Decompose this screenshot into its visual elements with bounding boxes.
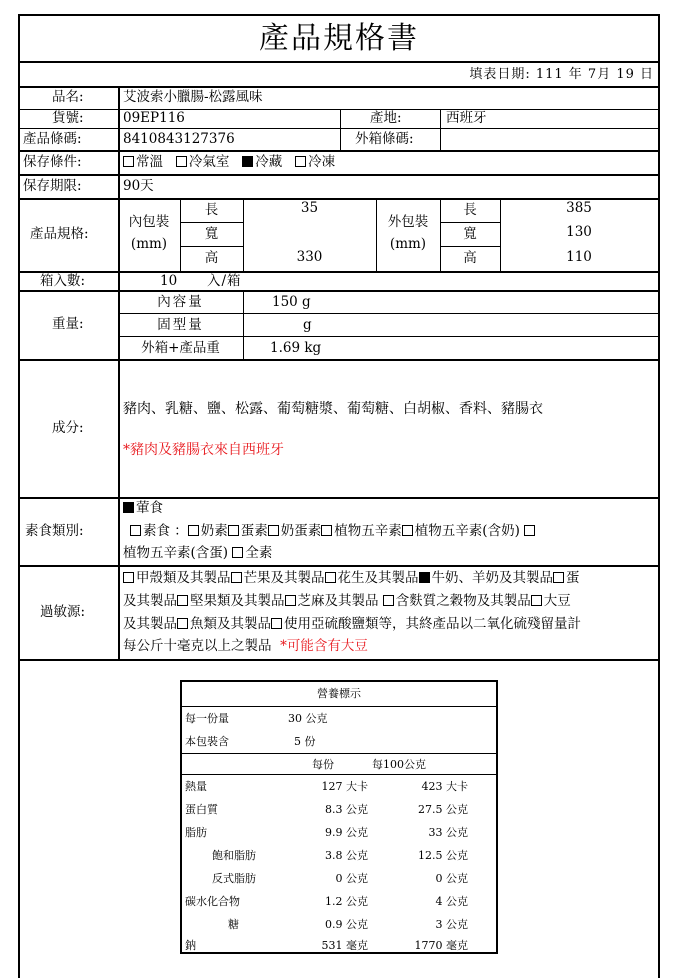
checkbox-icon[interactable] <box>271 618 282 629</box>
nutrient-name: 碳水化合物 <box>185 895 240 908</box>
inner-pack-unit: (mm) <box>130 236 168 252</box>
inner-height-label: 高 <box>204 250 219 266</box>
storage-option[interactable]: 常溫 <box>123 154 163 170</box>
checkbox-icon[interactable] <box>402 525 413 536</box>
nutrient-per-100g: 27.5 公克 <box>418 803 468 816</box>
gross-label: 外箱+產品重 <box>141 340 220 356</box>
nutrition-table <box>180 680 498 954</box>
outer-width-value: 130 <box>566 224 592 240</box>
inner-length-value: 35 <box>300 200 319 216</box>
inner-pack-label: 內包裝 <box>128 214 170 230</box>
allergen-line-4: 每公斤十毫克以上之製品 *可能含有大豆 <box>123 638 368 654</box>
nutrient-per-100g: 423 大卡 <box>421 780 468 793</box>
checkbox-checked-icon[interactable] <box>419 572 430 583</box>
allergen-note: *可能含有大豆 <box>280 638 368 654</box>
nutrient-per-100g: 3 公克 <box>435 918 468 931</box>
serving-value: 30 公克 <box>288 712 328 725</box>
nutrient-per-serving: 9.9 公克 <box>325 826 368 839</box>
veg-meat: 葷食 <box>123 502 163 516</box>
outer-pack-label: 外包裝 <box>387 214 429 230</box>
storage-option[interactable]: 冷藏 <box>242 154 282 170</box>
checkbox-icon[interactable] <box>524 525 535 536</box>
box-qty-label: 箱入數: <box>40 273 86 289</box>
checkbox-icon[interactable] <box>177 595 188 606</box>
checkbox-checked-icon <box>242 156 253 167</box>
allergen-line-3: 及其製品 魚類及其製品 使用亞硫酸鹽類等，其終產品以二氧化硫殘留量計 <box>123 616 581 632</box>
code-label: 貨號: <box>52 110 84 126</box>
shelf-life-label: 保存期限: <box>23 178 82 194</box>
veg-line-2: 素食 ： 奶素 蛋素 奶蛋素 植物五辛素 植物五辛素(含奶) <box>130 525 537 539</box>
allergen-line-2: 及其製品 堅果類及其製品 芝麻及其製品 含麩質之穀物及其製品 大豆 <box>123 593 571 609</box>
storage-option[interactable]: 冷凍 <box>295 154 335 170</box>
outer-height-value: 110 <box>566 249 592 265</box>
ingredients-note: *豬肉及豬腸衣來自西班牙 <box>123 442 284 458</box>
nutrient-per-100g: 12.5 公克 <box>418 849 468 862</box>
fill-date: 填表日期: 111 年 7月 19 日 <box>469 67 654 82</box>
storage-label: 保存條件: <box>23 154 82 170</box>
nutrient-per-serving: 0.9 公克 <box>325 918 368 931</box>
serving-label: 每一份量 <box>185 712 229 725</box>
inner-width-label: 寬 <box>204 226 219 242</box>
col-per-serving: 每份 <box>312 758 334 771</box>
gross-value: 1.69 kg <box>270 340 322 356</box>
checkbox-icon <box>295 156 306 167</box>
product-name: 艾波索小臘腸-松露風味 <box>123 89 263 105</box>
veg-label: 素食類別: <box>25 523 84 539</box>
nutrient-name: 鈉 <box>185 939 196 952</box>
ingredients-text: 豬肉、乳糖、鹽、松露、葡萄糖漿、葡萄糖、白胡椒、香料、豬腸衣 <box>123 401 543 417</box>
nutrient-name: 糖 <box>228 918 239 931</box>
checkbox-icon <box>123 156 134 167</box>
inner-height-value: 330 <box>296 249 323 265</box>
checkbox-icon[interactable] <box>285 595 296 606</box>
checkbox-icon[interactable] <box>188 525 199 536</box>
checkbox-checked-icon[interactable] <box>123 502 134 513</box>
solid-value: g <box>303 317 312 333</box>
nutrient-per-100g: 1770 毫克 <box>414 939 468 952</box>
checkbox-icon[interactable] <box>325 572 336 583</box>
checkbox-icon[interactable] <box>531 595 542 606</box>
net-label: 內容量 <box>157 294 204 310</box>
nutrient-per-serving: 0 公克 <box>335 872 368 885</box>
nutrient-name: 蛋白質 <box>185 803 218 816</box>
page-title: 產品規格書 <box>259 21 419 56</box>
veg-line-3: 植物五辛素(含蛋) 全素 <box>123 545 273 561</box>
nutrient-per-serving: 8.3 公克 <box>325 803 368 816</box>
outer-length-value: 385 <box>566 200 592 216</box>
checkbox-icon[interactable] <box>383 595 394 606</box>
outer-pack-unit: (mm) <box>389 236 427 252</box>
weight-label: 重量: <box>52 316 84 332</box>
ingredients-label: 成分: <box>52 420 84 436</box>
outer-height-label: 高 <box>463 250 477 266</box>
nutrient-per-100g: 0 公克 <box>435 872 468 885</box>
checkbox-icon[interactable] <box>130 525 141 536</box>
checkbox-icon[interactable] <box>231 572 242 583</box>
nutrient-per-serving: 1.2 公克 <box>325 895 368 908</box>
nutrient-per-serving: 3.8 公克 <box>325 849 368 862</box>
box-qty-unit: 入/箱 <box>207 273 242 289</box>
checkbox-icon <box>176 156 187 167</box>
outer-barcode-label: 外箱條碼: <box>355 131 414 147</box>
nutrient-per-serving: 127 大卡 <box>321 780 368 793</box>
net-value: 150 g <box>272 294 311 310</box>
allergen-label: 過敏源: <box>40 604 86 620</box>
nutrient-per-100g: 33 公克 <box>428 826 468 839</box>
outer-width-label: 寬 <box>463 226 477 242</box>
col-per-100g: 每100公克 <box>372 758 426 771</box>
inner-length-label: 長 <box>204 202 219 218</box>
barcode-label: 產品條碼: <box>23 131 82 147</box>
nutrient-name: 反式脂肪 <box>212 872 256 885</box>
checkbox-icon[interactable] <box>553 572 564 583</box>
count-label: 本包裝含 <box>185 735 229 748</box>
product-code: 09EP116 <box>123 110 185 126</box>
storage-option[interactable]: 冷氣室 <box>176 154 230 170</box>
product-barcode: 8410843127376 <box>123 131 235 147</box>
name-label: 品名: <box>52 89 84 105</box>
nutrient-name: 脂肪 <box>185 826 207 839</box>
nutrient-per-serving: 531 毫克 <box>321 939 368 952</box>
box-qty-value: 10 <box>160 273 178 289</box>
outer-length-label: 長 <box>463 202 477 218</box>
spec-label: 產品規格: <box>30 226 89 242</box>
storage-options <box>123 156 335 170</box>
checkbox-icon[interactable] <box>123 572 134 583</box>
checkbox-icon[interactable] <box>177 618 188 629</box>
nutrient-name: 熱量 <box>185 780 207 793</box>
count-value: 5 份 <box>294 735 316 748</box>
allergen-line-1: 甲殼類及其製品 芒果及其製品 花生及其製品 牛奶、羊奶及其製品 蛋 <box>123 572 580 586</box>
shelf-life-value: 90天 <box>123 178 154 194</box>
checkbox-icon[interactable] <box>232 547 243 558</box>
checkbox-icon[interactable] <box>268 525 279 536</box>
solid-label: 固型量 <box>157 317 204 333</box>
nutrition-title: 營養標示 <box>317 687 361 700</box>
nutrient-name: 飽和脂肪 <box>212 849 256 862</box>
checkbox-icon[interactable] <box>321 525 332 536</box>
nutrient-per-100g: 4 公克 <box>435 895 468 908</box>
checkbox-icon[interactable] <box>228 525 239 536</box>
product-origin: 西班牙 <box>446 110 487 126</box>
origin-label: 產地: <box>370 110 402 126</box>
